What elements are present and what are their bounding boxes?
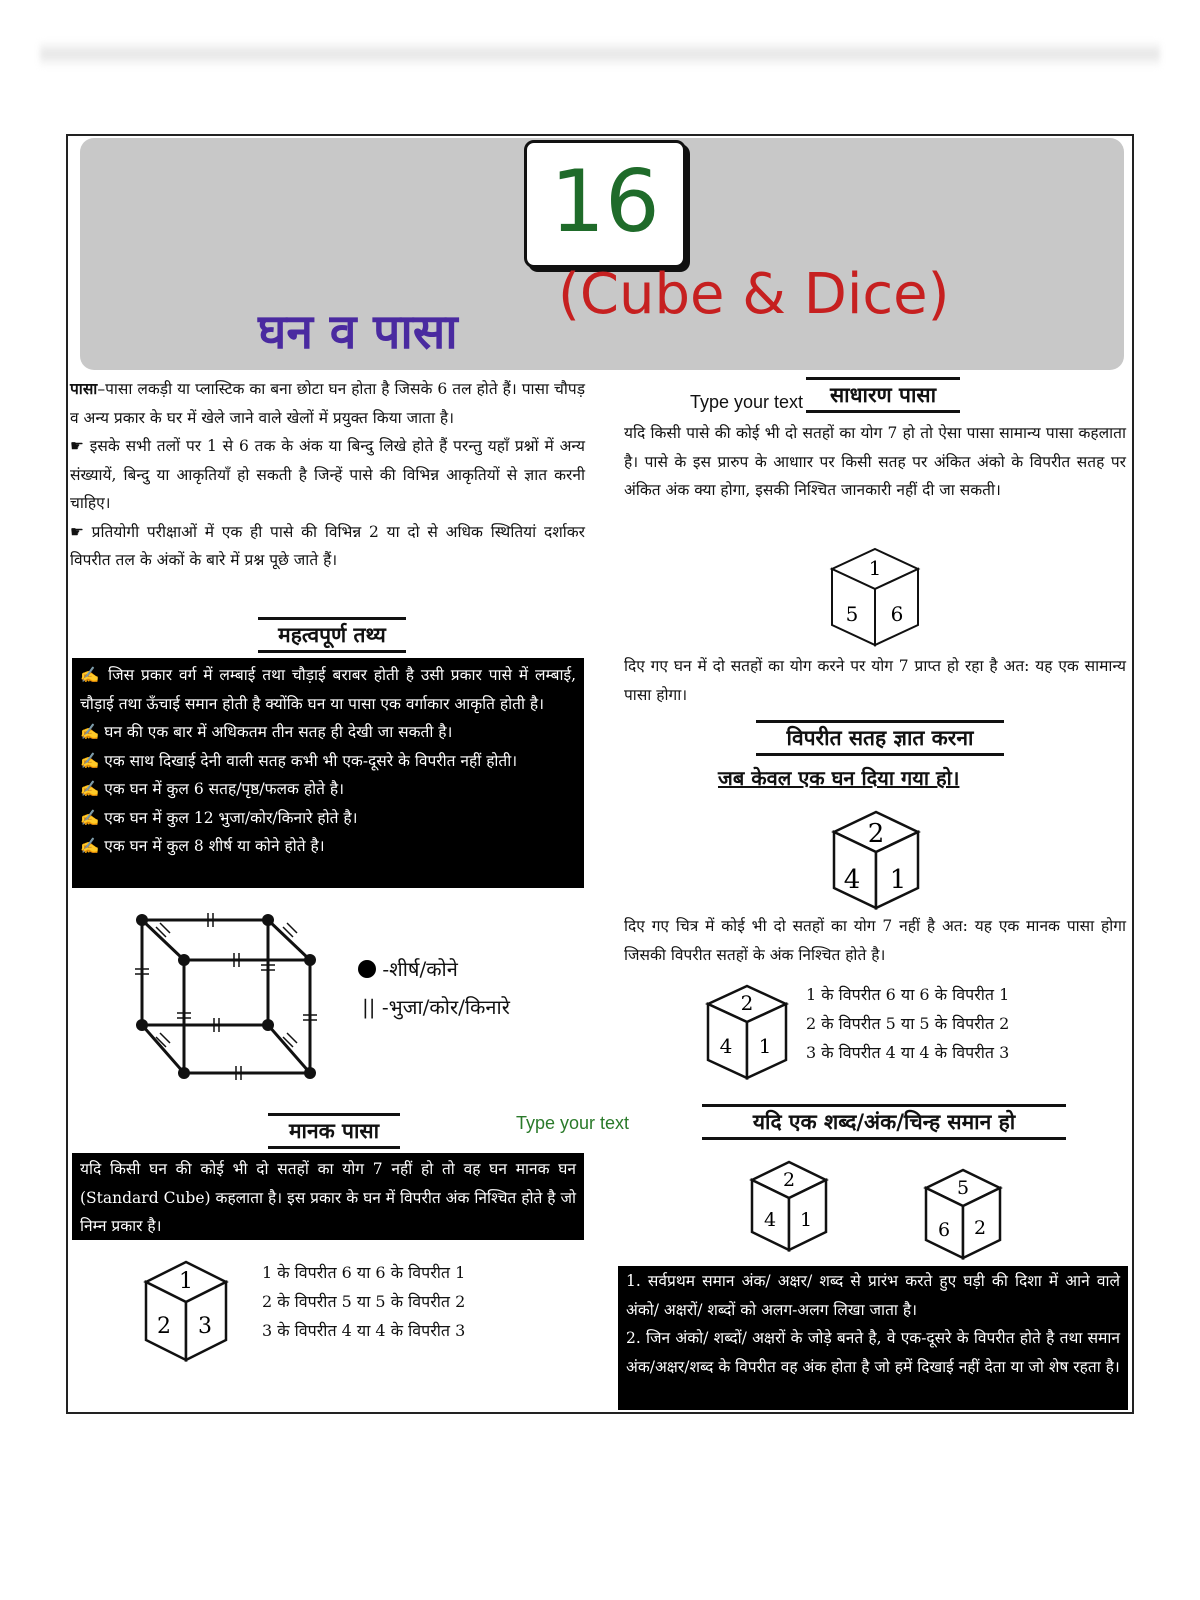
standard-opposite-pairs: 1 के विपरीत 6 या 6 के विपरीत 1 2 के विपरीत 5 या 5 के विपरीत 2 3 के विपरीत 4 या 4 के विपरीत 3 — [262, 1263, 466, 1340]
facts-box — [72, 658, 584, 888]
dice-face-left: 2 — [157, 1314, 171, 1339]
fact-item: ✍ जिस प्रकार वर्ग में लम्बाई तथा चौड़ाई बराबर होती है उसी प्रकार पासे में लम्बाई, चौड़ाई तथा ऊँचाई समान होती है क्योंकि घन या पासा एक वर्गाकार आकृति होती है। — [80, 666, 576, 713]
chapter-title-hindi: घन व पासा — [258, 304, 458, 360]
fact-item: ✍ एक साथ दिखाई देनी वाली सतह कभी भी एक-दूसरे के विपरीत नहीं होती। — [80, 751, 518, 770]
pen-icon: ✍ — [80, 751, 105, 770]
page-top-shadow — [40, 40, 1160, 68]
dice-face-top: 2 — [867, 819, 885, 849]
dice-face-right: 6 — [890, 602, 904, 626]
dice-pair-first — [746, 1158, 832, 1254]
intro-text: –पासा लकड़ी या प्लास्टिक का बना छोटा घन होता है जिसके 6 तल होते हैं। पासा चौपड़ व अन्य प्रकार के घर में खेले जाने वाले खेलों में प्रयुक्त किया जाता है। — [70, 380, 585, 427]
pen-icon: ✍ — [80, 780, 105, 798]
same-symbol-heading: यदि एक शब्द/अंक/चिन्ह समान हो — [702, 1104, 1066, 1140]
standard-dice-drawing — [140, 1258, 232, 1364]
opposite-face-text: दिए गए चित्र में कोई भी दो सतहों का योग 7 नहीं है अत: यह एक मानक पासा होगा जिसकी विपरीत सतहों के अंक निश्चित होते है। — [624, 917, 1126, 964]
same-symbol-rules-box — [618, 1266, 1128, 1410]
standard-dice-box: यदि किसी घन की कोई भी दो सतहों का योग 7 नहीं हो तो वह घन मानक घन (Standard Cube) कहलाता है। इस प्रकार के घन में विपरीत अंक निश्चित होते है जो निम्न प्रकार है। — [72, 1153, 584, 1240]
pen-icon: ✍ — [80, 723, 105, 741]
fact-item: ✍ एक घन में कुल 8 शीर्ष या कोने होते है। — [80, 837, 325, 855]
single-dice-drawing — [826, 808, 926, 912]
rule-1: 1. सर्वप्रथम समान अंक/ अक्षर/ शब्द से प्रारंभ करते हुए घड़ी की दिशा में आने वाले अंको/ अक्षरों/ शब्दों को अलग-अलग लिखा जाता है। — [626, 1272, 1120, 1319]
standard-dice-drawing-right — [704, 982, 790, 1082]
pen-icon: ✍ — [80, 808, 105, 827]
dice-face-right: 1 — [799, 1209, 813, 1231]
fact-item: ✍ एक घन में कुल 12 भुजा/कोर/किनारे होते है। — [80, 808, 358, 827]
dice-face-right: 1 — [889, 865, 907, 895]
dice-face-top: 1 — [868, 556, 882, 580]
facts-heading: महत्वपूर्ण तथ्य — [258, 617, 406, 653]
fact-item: ✍ घन की एक बार में अधिकतम तीन सतह ही देखी जा सकती है। — [80, 723, 453, 741]
dice-face-right: 2 — [973, 1217, 987, 1239]
chapter-title-english: (Cube & Dice) — [558, 262, 950, 327]
dice-face-left: 5 — [845, 602, 859, 626]
pointing-hand-icon: ☛ — [70, 437, 90, 455]
standard-dice-heading: मानक पासा — [268, 1113, 400, 1149]
dice-face-right: 1 — [758, 1034, 772, 1058]
dice-face-left: 4 — [719, 1034, 733, 1058]
opposite-face-subheading: जब केवल एक घन दिया गया हो। — [718, 766, 960, 790]
note-2: प्रतियोगी परीक्षाओं में एक ही पासे की विभिन्न 2 या दो से अधिक स्थितियां दर्शाकर विपरीत तल के अंकों के बारे में प्रश्न पूछे जाते हैं। — [70, 522, 585, 569]
dice-face-top: 2 — [740, 991, 754, 1015]
pointing-hand-icon: ☛ — [70, 522, 92, 541]
dice-face-top: 1 — [179, 1269, 193, 1294]
fact-item: ✍ एक घन में कुल 6 सतह/पृष्ठ/फलक होते है। — [80, 780, 344, 798]
dice-face-left: 4 — [843, 865, 861, 895]
rule-2: 2. जिन अंको/ शब्दों/ अक्षरों के जोड़े बनते है, वे एक-दूसरे के विपरीत होते है तथा समान अंक/अक्षर/शब्द के विपरीत वह अंक होता है जो हमें दिखाई नहीं देता या जो शेष रहता है। — [626, 1329, 1120, 1376]
dice-face-left: 6 — [937, 1219, 951, 1241]
right-opposite-pairs: 1 के विपरीत 6 या 6 के विपरीत 1 2 के विपरीत 5 या 5 के विपरीत 2 3 के विपरीत 4 या 4 के विपरीत 3 — [806, 985, 1010, 1062]
dice-face-left: 4 — [763, 1209, 777, 1231]
dice-face-top: 2 — [782, 1169, 796, 1191]
filled-circle-icon — [358, 960, 376, 978]
type-your-text-placeholder: Type your text — [516, 1113, 630, 1133]
intro-paragraph — [70, 375, 585, 575]
pen-icon: ✍ — [80, 666, 109, 684]
legend-edge: || -भुजा/कोर/किनारे — [362, 995, 510, 1019]
type-your-text-placeholder: Type your text — [690, 392, 804, 412]
chapter-number: 16 — [524, 140, 686, 268]
general-dice-drawing — [824, 545, 926, 649]
double-bar-icon: || — [362, 995, 376, 1019]
opposite-face-heading: विपरीत सतह ज्ञात करना — [756, 720, 1004, 756]
pen-icon: ✍ — [80, 837, 105, 855]
dice-pair-second — [920, 1166, 1006, 1262]
note-1: इसके सभी तलों पर 1 से 6 तक के अंक या बिन्दु लिखे होते हैं परन्तु यहाँ प्रश्नों में अन्य संख्यायें, बिन्दु या आकृतियाँ हो सकती है जिन्हें पासे की विभिन्न आकृतियों से ज्ञात करनी चाहिए। — [70, 437, 585, 512]
legend-vertex: -शीर्ष/कोने — [358, 955, 458, 982]
intro-term: पासा — [70, 379, 98, 398]
general-dice-heading: साधारण पासा — [806, 377, 960, 413]
cube-wireframe-diagram — [128, 905, 328, 1085]
dice-face-top: 5 — [956, 1177, 970, 1199]
general-dice-conclusion: दिए गए घन में दो सतहों का योग करने पर योग 7 प्राप्त हो रहा है अत: यह एक सामान्य पासा होगा। — [624, 657, 1126, 704]
general-dice-text: यदि किसी पासे की कोई भी दो सतहों का योग 7 हो तो ऐसा पासा सामान्य पासा कहलाता है। पासे के इस प्रारुप के आधाार पर किसी सतह पर अंकित अंको के विपरीत सतह पर अंकित अंक क्या होगा, इसकी निश्चित जानकारी नहीं दी जा सकती। — [624, 424, 1126, 499]
dice-face-right: 3 — [198, 1314, 212, 1339]
